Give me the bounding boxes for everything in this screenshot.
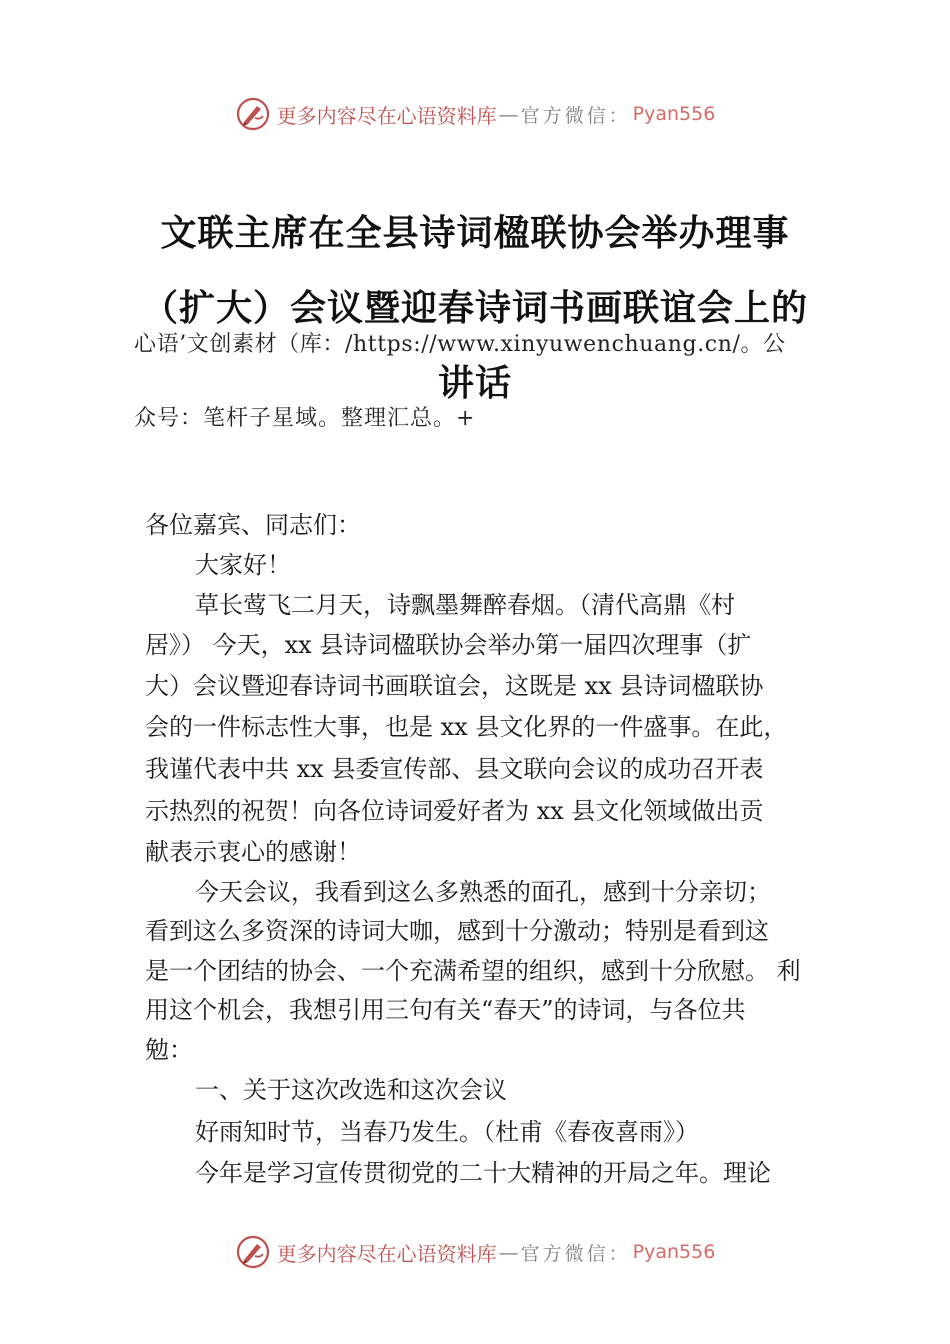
banner-wechat-id: Pyan556 xyxy=(632,1241,716,1263)
body-line: 今天会议，我看到这么多熟悉的面孔，感到十分亲切； xyxy=(195,878,771,906)
body-line: 献表示衷心的感谢！ xyxy=(145,838,361,866)
document-title-line-1: 文联主席在全县诗词楹联协会举办理事 xyxy=(160,212,790,254)
salutation: 各位嘉宾、同志们： xyxy=(145,511,361,539)
body-line: 居》） 今天，xx 县诗词楹联协会举办第一届四次理事（扩 xyxy=(145,631,752,659)
body-line: 勉： xyxy=(145,1036,193,1064)
body-line: 用这个机会，我想引用三句有关“春天”的诗词，与各位共 xyxy=(145,996,746,1024)
banner-dash: — xyxy=(498,1240,519,1264)
body-line: 看到这么多资深的诗词大咖，感到十分激动；特别是看到这 xyxy=(145,917,769,945)
footer-watermark-banner xyxy=(0,1232,950,1272)
greeting: 大家好！ xyxy=(195,551,291,579)
body-line: 示热烈的祝贺！向各位诗词爱好者为 xx 县文化领域做出贡 xyxy=(145,797,764,825)
writing-pen-logo-icon xyxy=(235,96,271,132)
body-line: 会的一件标志性大事，也是 xx 县文化界的一件盛事。在此， xyxy=(145,713,788,741)
banner-wechat-label: 官方微信： xyxy=(520,1242,631,1265)
writing-pen-logo-icon xyxy=(235,1234,271,1270)
body-line: 是一个团结的协会、一个充满希望的组织，感到十分欣慰。 利 xyxy=(145,957,801,985)
banner-wechat-id: Pyan556 xyxy=(632,103,716,125)
quote-line: 好雨知时节，当春乃发生。（杜甫《春夜喜雨》） xyxy=(195,1118,699,1146)
body-line: 今年是学习宣传贯彻党的二十大精神的开局之年。理论 xyxy=(195,1159,771,1187)
document-title-line-3: 讲话 xyxy=(437,362,512,404)
body-line: 大）会议暨迎春诗词书画联谊会，这既是 xx 县诗词楹联协 xyxy=(145,672,764,700)
body-line: 草长莺飞二月天，诗飘墨舞醉春烟。（清代高鼎《村 xyxy=(195,591,735,619)
body-line: 我谨代表中共 xx 县委宣传部、县文联向会议的成功召开表 xyxy=(145,755,764,783)
banner-dash: — xyxy=(498,102,519,126)
source-note-line-1: 心语’文创素材（库：/https://www.xinyuwenchuang.cn/。公 xyxy=(134,332,786,357)
header-watermark-banner xyxy=(0,94,950,134)
section-heading: 一、关于这次改选和这次会议 xyxy=(195,1076,507,1104)
banner-slogan: 更多内容尽在心语资料库 xyxy=(276,1241,497,1266)
source-note-line-2: 众号：笔杆子星域。整理汇总。+ xyxy=(134,406,476,431)
banner-slogan: 更多内容尽在心语资料库 xyxy=(276,103,497,128)
document-title-line-2: （扩大）会议暨迎春诗词书画联谊会上的 xyxy=(141,287,808,329)
banner-wechat-label: 官方微信： xyxy=(520,104,631,127)
